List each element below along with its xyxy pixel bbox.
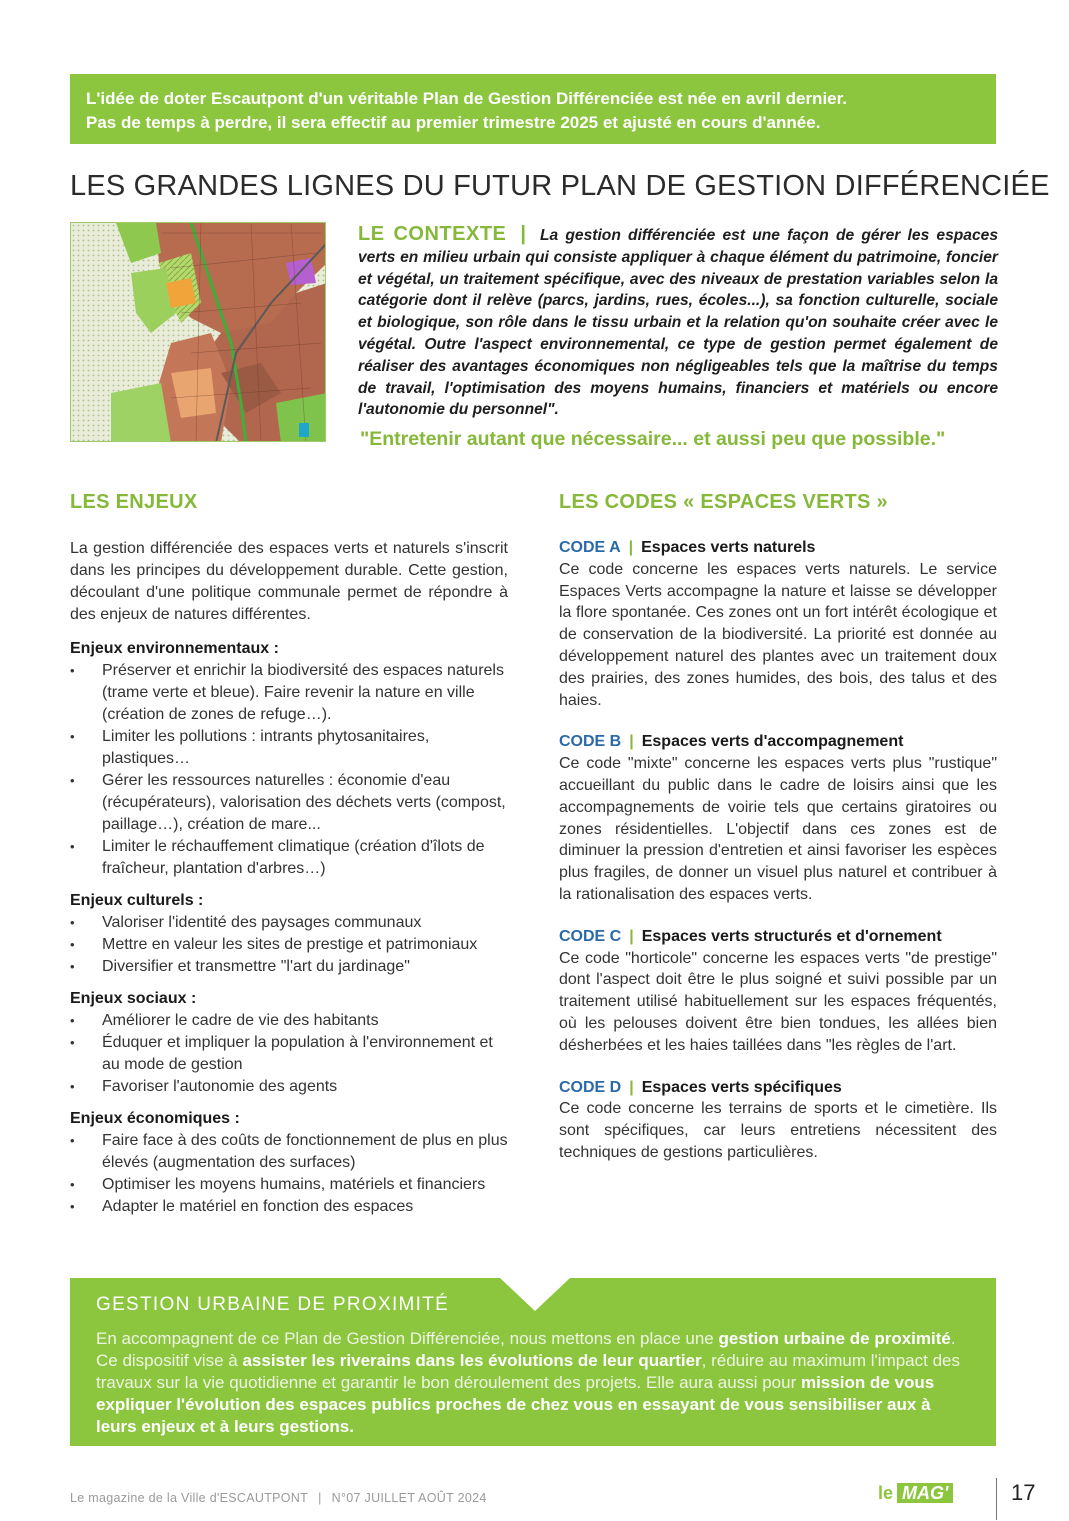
code-heading: CODE D | Espaces verts spécifiques [559,1078,842,1096]
code-text: Ce code "horticole" concerne les espaces verts "de prestige" dont l'aspect doit être le plus soigné et suivi possible par un traitement utilisé habituellement sur les espaces fréquentés, où les pelouses doivent être bien tondues, les allées bien désherbées et les haies taillées dans "les règles de l'art. [559,949,997,1054]
code-name: Espaces verts d'accompagnement [641,733,904,751]
page-title: LES GRANDES LIGNES DU FUTUR PLAN DE GESTION DIFFÉRENCIÉE [70,170,1050,202]
proximity-title: GESTION URBAINE DE PROXIMITÉ [96,1294,450,1315]
list-item: • Améliorer le cadre de vie des habitants [70,1010,508,1032]
intro-banner [70,74,996,144]
footer-divider-line [996,1478,997,1520]
list-item: • Optimiser les moyens humains, matériels et financiers [70,1174,508,1196]
code-text: Ce code concerne les terrains de sports et le cimetière. Ils sont spécifiques, car leurs entretiens nécessitent des techniques de gestions particulières. [559,1100,997,1161]
zoning-map-image [70,222,326,442]
list-item: • Limiter le réchauffement climatique (création d'îlots de fraîcheur, plantation d'arbres…) [70,836,508,880]
le-mag-logo [878,1483,953,1505]
list-item: • Favoriser l'autonomie des agents [70,1076,508,1098]
code-heading: CODE C | Espaces verts structurés et d'ornement [559,927,942,945]
code-name: Espaces verts spécifiques [641,1078,842,1096]
code-text: Ce code concerne les espaces verts naturels. Le service Espaces Verts accompagne la nature et laisse se développer la flore spontanée. Ces zones ont un fort intérêt écologique et de conservation de la biodiversité. La priorité est donnée au développement naturel des plantes avec un traitement doux des prairies, des zones humides, des bois, des talus et des haies. [559,560,997,709]
enjeux-title: LES ENJEUX [70,491,198,513]
page-number: 17 [1011,1480,1036,1505]
context-text: La gestion différenciée est une façon de gérer les espaces verts en milieu urbain qui consiste appliquer à chaque élément du patrimoine, foncier et végétal, un traitement spécifique, avec des niveaux de prestation variables selon la catégorie dont il relève (parcs, jardins, rues, écoles...), sa fonction culturelle, sociale et biologique, son rôle dans le tissu urbain et la relation qu'on souhaite créer avec le végétal. Outre l'aspect environnemental, ce type de gestion permet également de réaliser des avantages économiques non négligeables tels que la maîtrise du temps de travail, l'optimisation des moyens humains, financiers et matériels ou encore l'autonomie du personnel". [358,227,998,419]
enjeux-list [70,660,508,880]
list-item: • Mettre en valeur les sites de prestige et patrimoniaux [70,934,508,956]
banner-line-2: Pas de temps à perdre, il sera effectif au premier trimestre 2025 et ajusté en cours d'année. [86,113,821,132]
context-label: LE CONTEXTE [358,223,507,245]
code-block [559,731,997,905]
code-block [559,1077,997,1164]
footer-magazine: Le magazine de la Ville d'ESCAUTPONT [70,1491,309,1505]
list-item: • Adapter le matériel en fonction des espaces [70,1196,508,1218]
footer-issue: N°07 JUILLET AOÛT 2024 [331,1491,487,1505]
proximity-text: En accompagnent de ce Plan de Gestion Différenciée, nous mettons en place une gestion urbaine de proximité. Ce dispositif vise à assister les riverains dans les évolutions de leur quartier, réduire au maximum l'impact des travaux sur la vie quotidienne et garantir le bon déroulement des projets. Elle aura aussi pour mission de vous expliquer l'évolution des espaces publics proches de chez vous en essayant de vous sensibiliser aux à leurs enjeux et à leurs gestions. [96,1329,960,1436]
code-id: CODE D [559,1078,622,1096]
logo-mag: MAG' [897,1483,953,1503]
enjeux-list [70,1130,508,1218]
code-text: Ce code "mixte" concerne les espaces verts plus "rustique" accueillant du public dans le cadre de loisirs ainsi que les accompagnements de voirie tels que certains giratoires ou zones résidentielles. L'objectif dans ces zones est de diminuer la pression d'entretien et ainsi favoriser les espèces plus fragiles, de donner un visuel plus naturel et contribuer à la rationalisation des espaces verts. [559,755,997,903]
enjeux-list [70,912,508,978]
code-id: CODE C [559,927,622,945]
footer-divider: | [318,1491,322,1505]
list-item: • Éduquer et impliquer la population à l'environnement et au mode de gestion [70,1032,508,1076]
box-notch [500,1278,570,1311]
enjeux-group-title: Enjeux culturels : [70,892,204,909]
logo-le: le [878,1483,894,1503]
code-id: CODE A [559,539,621,556]
list-item: • Faire face à des coûts de fonctionnement de plus en plus élevés (augmentation des surfaces) [70,1130,508,1174]
code-name: Espaces verts structurés et d'ornement [641,927,942,945]
enjeux-group-title: Enjeux environnementaux : [70,640,279,657]
enjeux-group-title: Enjeux sociaux : [70,990,197,1007]
context-quote: "Entretenir autant que nécessaire... et aussi peu que possible." [360,428,946,450]
list-item: • Préserver et enrichir la biodiversité des espaces naturels (trame verte et bleue). Faire revenir la nature en ville (création de zones de refuge…). [70,660,508,726]
footer [70,1491,487,1505]
list-item: • Gérer les ressources naturelles : économie d'eau (récupérateurs), valorisation des déchets verts (compost, paillage…), création de mare... [70,770,508,836]
enjeux-column [70,538,508,1228]
enjeux-group-title: Enjeux économiques : [70,1110,240,1127]
codes-column [559,537,997,1184]
list-item: • Limiter les pollutions : intrants phytosanitaires, plastiques… [70,726,508,770]
enjeux-list [70,1010,508,1098]
context-paragraph [358,224,998,421]
code-heading: CODE A | Espaces verts naturels [559,539,816,556]
code-heading: CODE B | Espaces verts d'accompagnement [559,733,904,751]
code-block [559,537,997,711]
code-block [559,926,997,1057]
code-id: CODE B [559,733,622,751]
context-separator: | [520,223,526,245]
banner-line-1: L'idée de doter Escautpont d'un véritable Plan de Gestion Différenciée est née en avril dernier. [86,89,848,108]
enjeux-intro: La gestion différenciée des espaces verts et naturels s'inscrit dans les principes du développement durable. Cette gestion, découlant d'une politique communale permet de répondre à des enjeux de natures différentes. [70,540,508,623]
list-item: • Valoriser l'identité des paysages communaux [70,912,508,934]
list-item: • Diversifier et transmettre "l'art du jardinage" [70,956,508,978]
code-name: Espaces verts naturels [641,539,816,556]
codes-title: LES CODES « ESPACES VERTS » [559,491,888,513]
